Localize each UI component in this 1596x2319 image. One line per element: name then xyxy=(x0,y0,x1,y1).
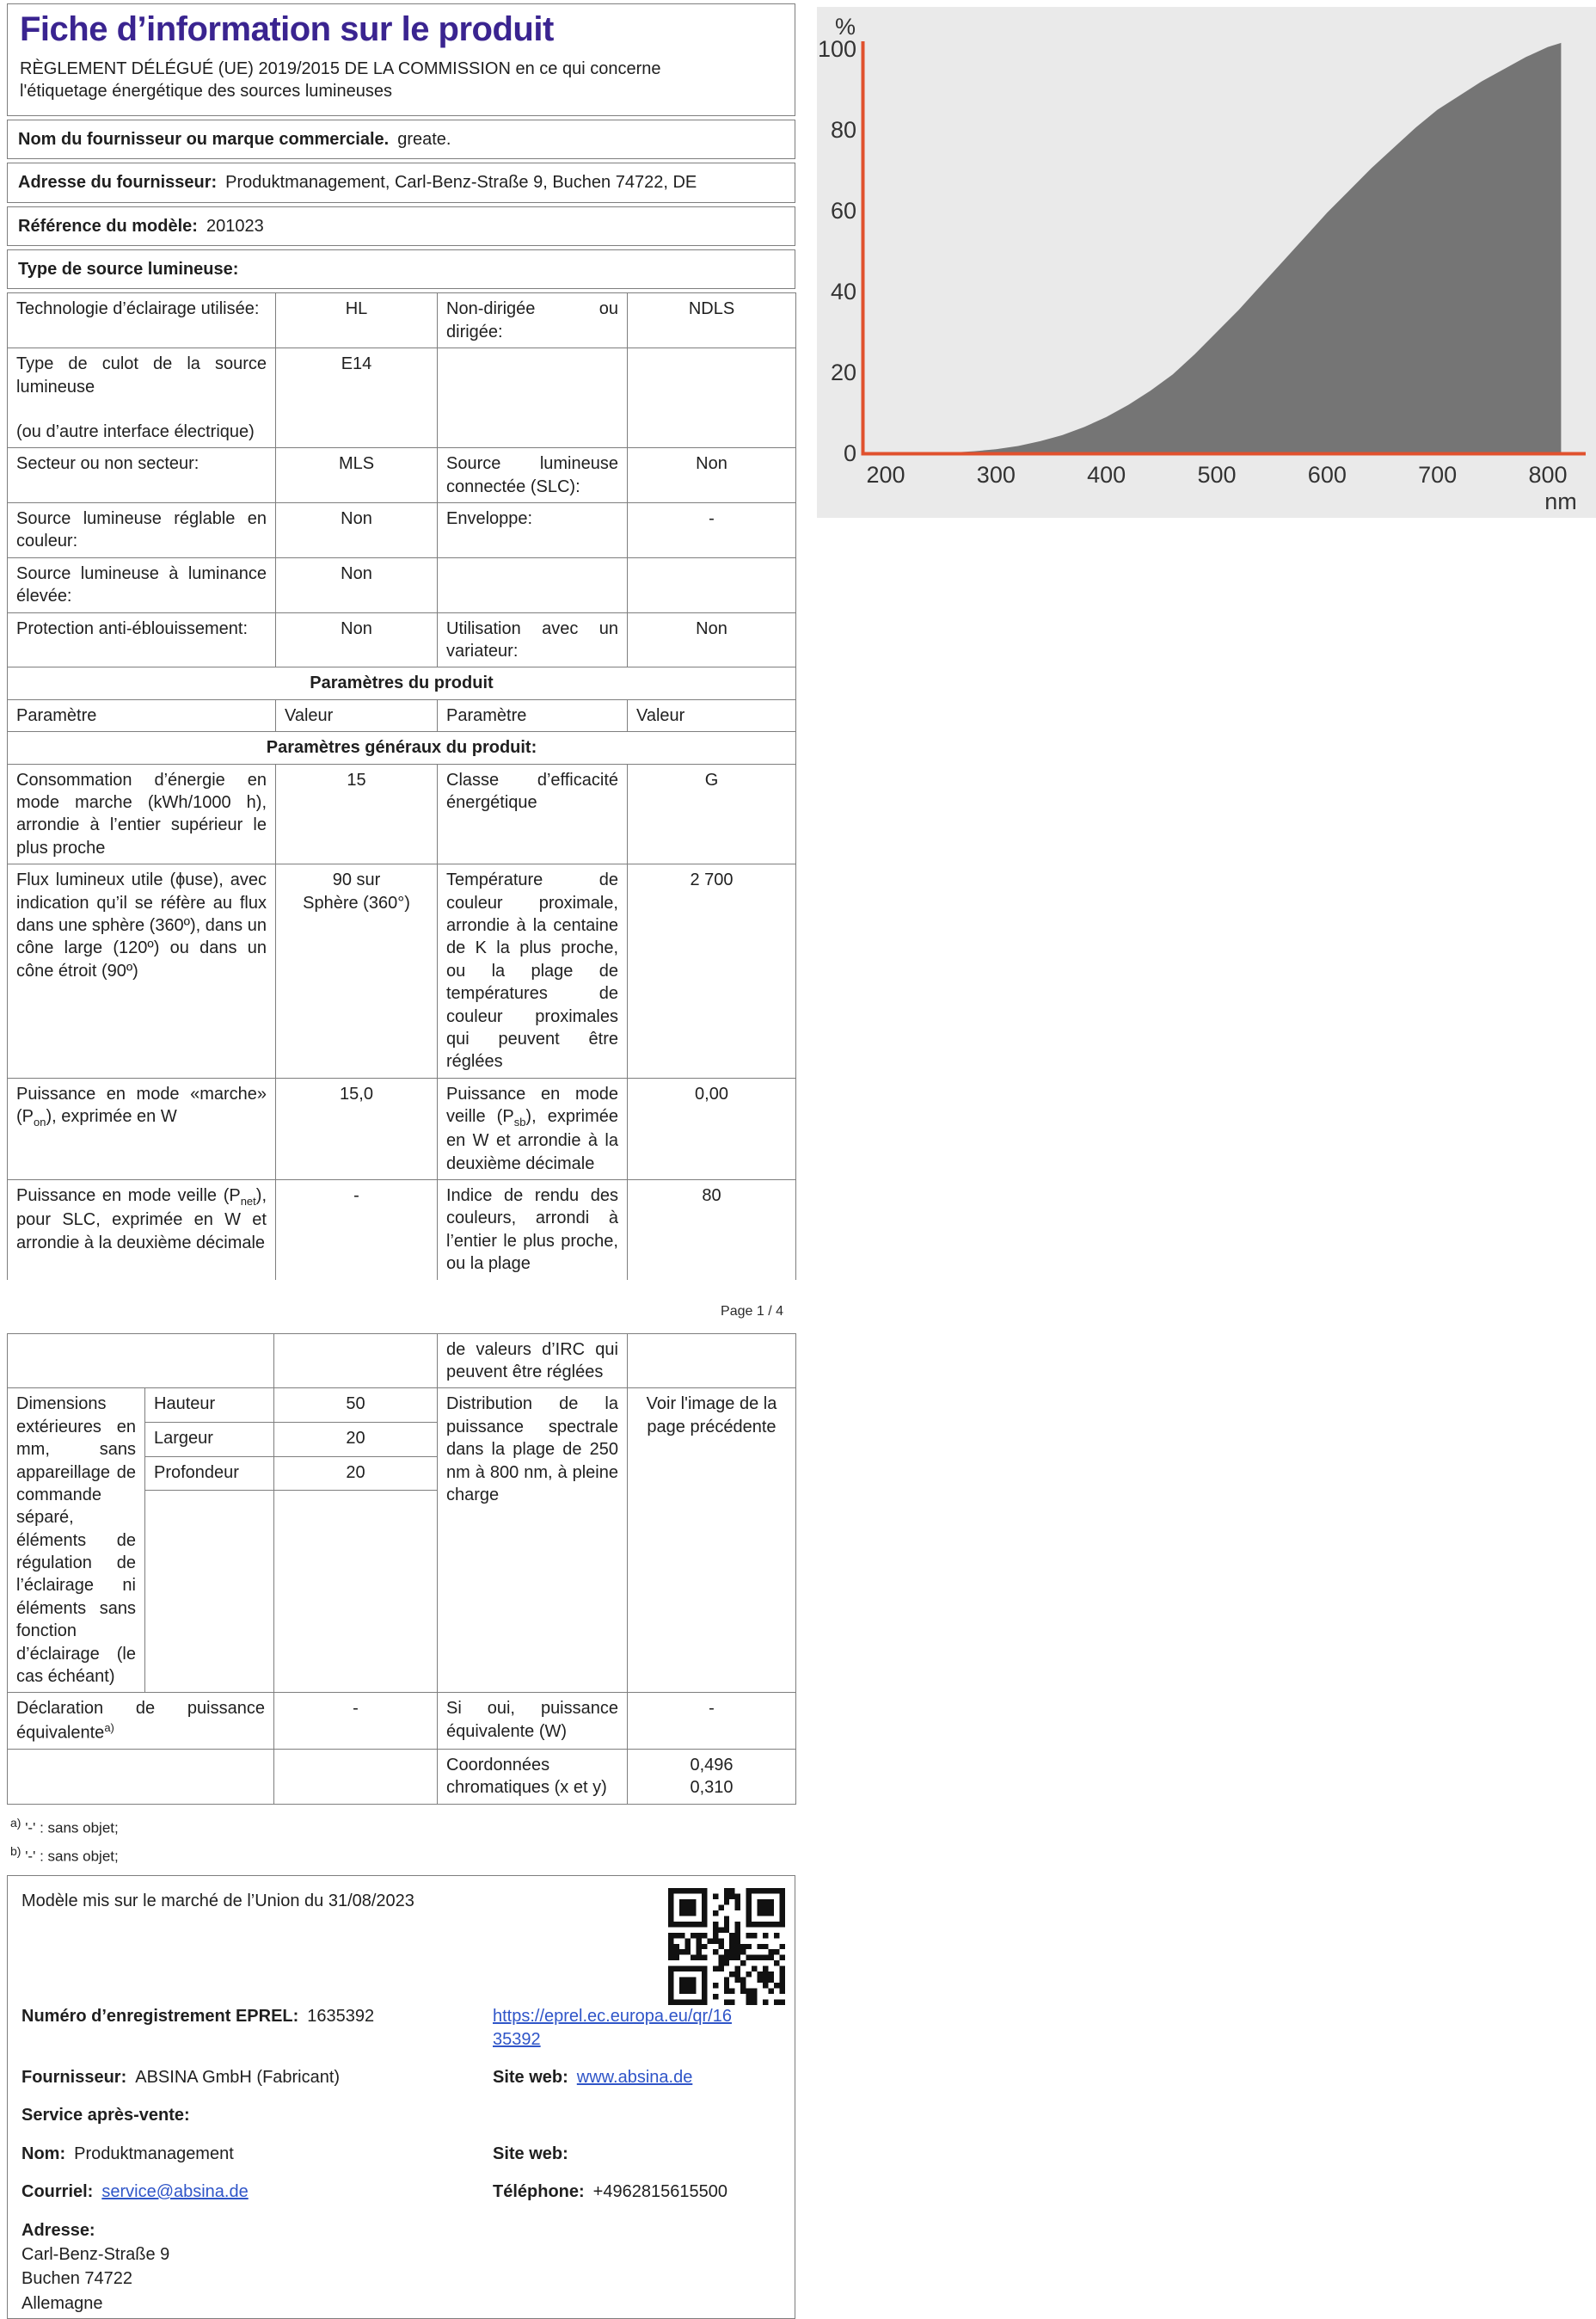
supplier-address-row xyxy=(7,163,795,202)
distribution-label: Distribution de la puissance spectrale dans la plage de 250 nm à 800 nm, à pleine charge xyxy=(438,1388,628,1693)
table-row: Type de culot de la source lumineuse (ou d’autre interface électrique) E14 xyxy=(8,348,796,448)
page-break xyxy=(7,1280,795,1333)
tick-label: nm xyxy=(1544,489,1577,514)
sav-contact-row xyxy=(21,2181,781,2203)
tick-label: 20 xyxy=(830,360,856,385)
table-row: Source lumineuse réglable en couleur: Non Enveloppe: - xyxy=(8,503,796,558)
table-row: Secteur ou non secteur: MLS Source lumineuse connectée (SLC): Non xyxy=(8,448,796,503)
table-row: Consommation d’énergie en mode marche (kWh/1000 h), arrondie à l’entier supérieur le plus proche 15 Classe d’efficacité énergétique G xyxy=(8,764,796,864)
fournisseur-row xyxy=(21,2066,781,2088)
table-row: Puissance en mode «marche» $(P_{on})$, exprimée en W 15,0 Puissance en mode veille $(P_{sb})$, exprimée en W et arrondie à la deuxième décimale 0,00 xyxy=(8,1078,796,1179)
tick-label: 700 xyxy=(1418,462,1458,488)
adresse-line: Allemagne xyxy=(21,2293,103,2313)
tick-label: 400 xyxy=(1087,462,1126,488)
dimensions-label: Dimensions extérieures en mm, sans appareillage de commande séparé, éléments de régulation de l’éclairage ni éléments sans fonction d’éclairage (le cas échéant) xyxy=(8,1388,145,1693)
tick-label: 800 xyxy=(1528,462,1568,488)
tick-label: 40 xyxy=(830,279,856,304)
supplier-name-value: greate. xyxy=(397,129,451,149)
courriel-label: Courriel: xyxy=(21,2182,94,2202)
nom-label: Nom: xyxy=(21,2144,66,2163)
table-row-page-break: Puissance en mode veille $(P_{net})$, pour SLC, exprimée en W et arrondie à la deuxième décimale - Indice de rendu des couleurs, arrondi à l’entier le plus proche, ou la plage 80 xyxy=(8,1180,796,1280)
table-row-chromaticity: Coordonnées chromatiques (x et y) 0,496 0,310 xyxy=(8,1749,796,1804)
table-section-header: Paramètres du produit xyxy=(8,667,796,699)
distribution-value: Voir l'image de la page précédente xyxy=(628,1388,796,1693)
table-row-dimensions: Dimensions extérieures en mm, sans appareillage de commande séparé, éléments de régulation de l’éclairage ni éléments sans fonction d’éclairage (le cas échéant) Hauteur 50 Distribution de la puissance spectrale dans la plage de 250 nm à 800 nm, à pleine charge Voir l'image de la page précédente xyxy=(8,1388,796,1423)
spectral-area xyxy=(930,43,1561,453)
adresse-line: Buchen 74722 xyxy=(21,2269,133,2289)
sav-title: Service après-vente: xyxy=(21,2106,190,2125)
supplier-name-row xyxy=(7,120,795,159)
footnotes xyxy=(7,1805,795,1868)
supplier-name-label: Nom du fournisseur ou marque commerciale. xyxy=(18,129,390,149)
model-reference-label: Référence du modèle: xyxy=(18,216,198,236)
tick-label: 80 xyxy=(830,117,856,143)
telephone-value: +4962815615500 xyxy=(592,2182,727,2202)
spectral-chart-svg xyxy=(817,7,1596,518)
footnote-a: $^{a)}$ '-' : sans objet; xyxy=(10,1815,119,1836)
tick-label: 200 xyxy=(866,462,905,488)
table-row: Source lumineuse à luminance élevée: Non xyxy=(8,557,796,612)
model-reference-value: 201023 xyxy=(206,216,264,236)
site-web2-label: Site web: xyxy=(493,2144,568,2163)
page2-table xyxy=(7,1333,796,1805)
market-date-line: Modèle mis sur le marché de l’Union du 31/08/2023 xyxy=(21,1891,414,1910)
eprel-label: Numéro d’enregistrement EPREL: xyxy=(21,2007,299,2027)
site-web-link[interactable]: www.absina.de xyxy=(576,2068,693,2087)
footnote-b: $^{b)}$ '-' : sans objet; xyxy=(10,1843,119,1865)
telephone-label: Téléphone: xyxy=(493,2182,585,2202)
fournisseur-label: Fournisseur: xyxy=(21,2068,127,2087)
tick-label: % xyxy=(834,14,856,40)
nom-value: Produktmanagement xyxy=(74,2144,234,2163)
fournisseur-value: ABSINA GmbH (Fabricant) xyxy=(135,2068,341,2087)
page-number: Page 1 / 4 xyxy=(721,1303,783,1319)
table-row: Technologie d’éclairage utilisée: HL Non-dirigée ou dirigée: NDLS xyxy=(8,293,796,348)
table-row: Flux lumineux utile (ϕuse), avec indication qu’il se réfère au flux dans une sphère (360º), dans un cône large (120º) ou dans un cône étroit (90º) 90 sur Sphère (360°) Température de couleur proximale, arrondie à la centaine de K la plus proche, ou la plage de températures de couleur proximales qui peuvent être réglées 2 700 xyxy=(8,864,796,1079)
eprel-link[interactable]: https://eprel.ec.europa.eu/qr/16 35392 xyxy=(493,2007,732,2049)
table-section-header: Paramètres généraux du produit: xyxy=(8,732,796,764)
regulation-subtitle: RÈGLEMENT DÉLÉGUÉ (UE) 2019/2015 DE LA COMMISSION en ce qui concerne l'étiquetage énergétique des sources lumineuses xyxy=(20,59,661,101)
table-row-dimensions: Largeur 20 xyxy=(8,1423,796,1457)
page-title: Fiche d’information sur le produit xyxy=(20,10,554,48)
table-row-dimensions: Profondeur 20 xyxy=(8,1456,796,1491)
site-web-label: Site web: xyxy=(493,2068,568,2087)
table-row: Protection anti-éblouissement: Non Utilisation avec un variateur: Non xyxy=(8,612,796,667)
document-column xyxy=(7,3,795,2319)
qr-code xyxy=(668,1888,785,2005)
adresse-block xyxy=(21,2219,781,2316)
table-row-continuation: de valeurs d’IRC qui peuvent être réglées xyxy=(8,1333,796,1388)
spec-table xyxy=(7,292,796,1279)
tick-label: 600 xyxy=(1307,462,1347,488)
courriel-link[interactable]: service@absina.de xyxy=(101,2182,249,2202)
supplier-address-label: Adresse du fournisseur: xyxy=(18,173,218,193)
adresse-label: Adresse: xyxy=(21,2220,95,2240)
tick-label: 500 xyxy=(1197,462,1237,488)
market-info-box xyxy=(7,1875,795,2319)
supplier-address-value: Produktmanagement, Carl-Benz-Straße 9, Buchen 74722, DE xyxy=(225,173,697,193)
eprel-row xyxy=(21,2005,781,2051)
tick-label: 300 xyxy=(976,462,1016,488)
tick-label: 100 xyxy=(817,36,856,62)
light-source-type-header: Type de source lumineuse: xyxy=(7,249,795,289)
model-reference-row xyxy=(7,206,795,246)
table-row-declaration: Déclaration de puissance équivalente$^{a)}$ - Si oui, puissance équivalente (W) - xyxy=(8,1693,796,1749)
eprel-value: 1635392 xyxy=(307,2007,375,2027)
title-box xyxy=(7,3,795,116)
spectral-distribution-chart xyxy=(817,7,1596,518)
table-column-headers: Paramètre Valeur Paramètre Valeur xyxy=(8,699,796,731)
sav-nom-row xyxy=(21,2143,781,2165)
adresse-line: Carl-Benz-Straße 9 xyxy=(21,2244,170,2264)
tick-label: 60 xyxy=(830,198,856,224)
tick-label: 0 xyxy=(843,440,856,466)
